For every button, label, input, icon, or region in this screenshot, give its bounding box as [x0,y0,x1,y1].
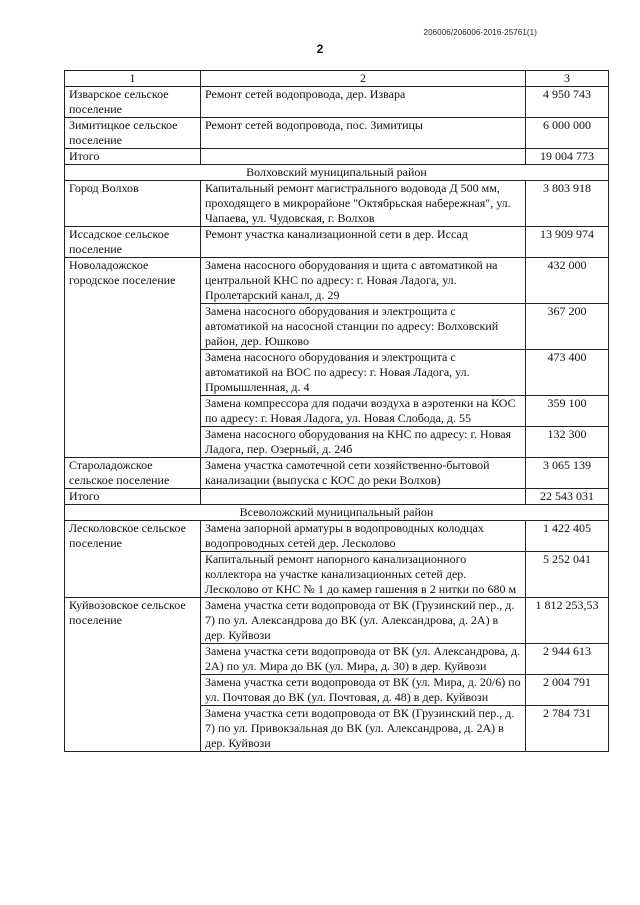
table-row [65,118,609,149]
amount-cell: 2 004 791 [526,675,609,706]
total-amount: 22 543 031 [526,489,609,505]
section-title: Волховский муниципальный район [65,165,609,181]
amount-cell: 359 100 [526,396,609,427]
amount-cell: 13 909 974 [526,227,609,258]
work-cell: Капитальный ремонт магистрального водовода Д 500 мм, проходящего в микрорайоне "Октябрьская набережная", ул. Чапаева, ул. Чудовская, г. Волхов [201,181,526,227]
work-cell: Замена участка сети водопровода от ВК (ул. Александрова, д. 2А) по ул. Мира до ВК (ул. Мира, д. 30) в дер. Куйвози [201,644,526,675]
work-cell: Замена участка самотечной сети хозяйственно-бытовой канализации (выпуска с КОС до реки Волхов) [201,458,526,489]
amount-cell: 432 000 [526,258,609,304]
amount-cell: 4 950 743 [526,87,609,118]
amount-cell: 3 065 139 [526,458,609,489]
section-row [65,505,609,521]
entity-cell: Новоладожское городское поселение [65,258,201,458]
amount-cell: 1 422 405 [526,521,609,552]
amount-cell: 2 784 731 [526,706,609,752]
work-cell: Капитальный ремонт напорного канализационного коллектора на участке канализационных сетей дер. Лесколово от КНС № 1 до камер гашения в 2 нитки по 680 м [201,552,526,598]
amount-cell: 473 400 [526,350,609,396]
table-row [65,458,609,489]
total-row [65,149,609,165]
amount-cell: 6 000 000 [526,118,609,149]
amount-cell: 132 300 [526,427,609,458]
page-number: 2 [316,42,324,56]
table-header-row [65,71,609,87]
work-cell: Замена участка сети водопровода от ВК (Грузинский пер., д. 7) по ул. Александрова до ВК (ул. Александрова, д. 2А) в дер. Куйвози [201,598,526,644]
total-amount: 19 004 773 [526,149,609,165]
work-cell: Замена участка сети водопровода от ВК (ул. Мира, д. 20/6) по ул. Почтовая до ВК (ул. Почтовая, д. 48) в дер. Куйвози [201,675,526,706]
header-col-2: 2 [201,71,526,87]
table-row [65,258,609,304]
work-cell: Ремонт участка канализационной сети в дер. Иссад [201,227,526,258]
entity-cell: Лесколовское сельское поселение [65,521,201,598]
section-title: Всеволожский муниципальный район [65,505,609,521]
work-cell: Замена участка сети водопровода от ВК (Грузинский пер., д. 7) по ул. Привокзальная до ВК (ул. Александрова, д. 2А) в дер. Куйвози [201,706,526,752]
table-row [65,181,609,227]
document-id: 206006/206006-2016-25761(1) [423,28,537,37]
entity-cell: Зимитицкое сельское поселение [65,118,201,149]
work-cell: Замена насосного оборудования и щита с автоматикой на центральной КНС по адресу: г. Новая Ладога, ул. Пролетарский канал, д. 29 [201,258,526,304]
entity-cell: Город Волхов [65,181,201,227]
section-row [65,165,609,181]
entity-cell: Изварское сельское поселение [65,87,201,118]
funding-table [64,70,609,752]
table-row [65,521,609,552]
total-label: Итого [65,149,201,165]
work-cell: Замена насосного оборудования и электрощита с автоматикой на ВОС по адресу: г. Новая Ладога, ул. Промышленная, д. 4 [201,350,526,396]
amount-cell: 2 944 613 [526,644,609,675]
work-cell: Замена насосного оборудования на КНС по адресу: г. Новая Ладога, пер. Озерный, д. 24б [201,427,526,458]
header-col-3: 3 [526,71,609,87]
work-cell: Замена компрессора для подачи воздуха в аэротенки на КОС по адресу: г. Новая Ладога, ул. Новая Слобода, д. 55 [201,396,526,427]
entity-cell: Староладожское сельское поселение [65,458,201,489]
header-col-1: 1 [65,71,201,87]
amount-cell: 3 803 918 [526,181,609,227]
work-cell: Замена насосного оборудования и электрощита с автоматикой на насосной станции по адресу: Волховский район, дер. Юшково [201,304,526,350]
entity-cell: Иссадское сельское поселение [65,227,201,258]
amount-cell: 5 252 041 [526,552,609,598]
entity-cell: Куйвозовское сельское поселение [65,598,201,752]
empty-cell [201,149,526,165]
amount-cell: 1 812 253,53 [526,598,609,644]
table-row [65,227,609,258]
table-row [65,87,609,118]
total-label: Итого [65,489,201,505]
empty-cell [201,489,526,505]
amount-cell: 367 200 [526,304,609,350]
work-cell: Замена запорной арматуры в водопроводных колодцах водопроводных сетей дер. Лесколово [201,521,526,552]
table-row [65,598,609,644]
total-row [65,489,609,505]
work-cell: Ремонт сетей водопровода, пос. Зимитицы [201,118,526,149]
work-cell: Ремонт сетей водопровода, дер. Извара [201,87,526,118]
